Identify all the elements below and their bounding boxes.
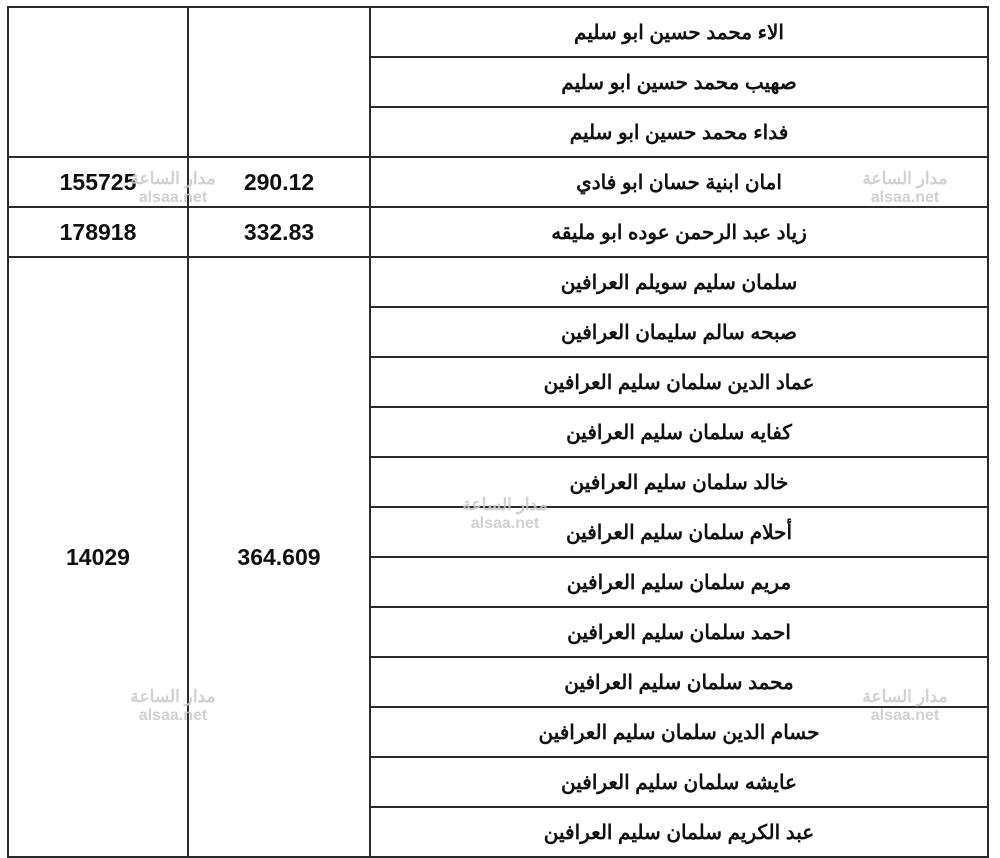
owner-name-cell: عايشه سلمان سليم العرافين bbox=[370, 757, 988, 807]
watermark-latin: alsaa.net bbox=[870, 706, 940, 724]
watermark-arabic: مدار الساعة bbox=[862, 169, 948, 188]
watermark-latin: alsaa.net bbox=[138, 188, 208, 206]
table-row bbox=[8, 207, 988, 257]
area-cell-merged bbox=[188, 7, 370, 157]
table-row bbox=[8, 7, 988, 57]
owner-name-cell: عماد الدين سلمان سليم العرافين bbox=[370, 357, 988, 407]
area-cell: 332.83 bbox=[188, 207, 370, 257]
watermark-latin: alsaa.net bbox=[138, 706, 208, 724]
owner-name-cell: احمد سلمان سليم العرافين bbox=[370, 607, 988, 657]
document-page bbox=[0, 6, 1000, 844]
table-row bbox=[8, 157, 988, 207]
owner-name-cell: صهيب محمد حسين ابو سليم bbox=[370, 57, 988, 107]
watermark-arabic: مدار الساعة bbox=[130, 687, 216, 706]
owner-name-cell: صبحه سالم سليمان العرافين bbox=[370, 307, 988, 357]
watermark-arabic: مدار الساعة bbox=[130, 169, 216, 188]
owner-name-cell: خالد سلمان سليم العرافين bbox=[370, 457, 988, 507]
owner-name-cell: عبد الكريم سلمان سليم العرافين bbox=[370, 807, 988, 857]
owner-name-cell: أحلام سلمان سليم العرافين bbox=[370, 507, 988, 557]
area-cell: 290.12 bbox=[188, 157, 370, 207]
id-cell-merged: 14029 bbox=[8, 257, 188, 857]
owner-name-cell: امان ابنية حسان ابو فادي bbox=[370, 157, 988, 207]
table-body bbox=[8, 7, 988, 857]
owner-name-cell: الاء محمد حسين ابو سليم bbox=[370, 7, 988, 57]
owner-name-cell: فداء محمد حسين ابو سليم bbox=[370, 107, 988, 157]
watermark-arabic: مدار الساعة bbox=[462, 495, 548, 514]
watermark-latin: alsaa.net bbox=[870, 188, 940, 206]
id-cell-merged bbox=[8, 7, 188, 157]
area-cell-merged: 364.609 bbox=[188, 257, 370, 857]
owner-name-cell: محمد سلمان سليم العرافين bbox=[370, 657, 988, 707]
owner-name-cell: كفايه سلمان سليم العرافين bbox=[370, 407, 988, 457]
owner-name-cell: مريم سلمان سليم العرافين bbox=[370, 557, 988, 607]
owners-table bbox=[7, 6, 989, 858]
owner-name-cell: سلمان سليم سويلم العرافين bbox=[370, 257, 988, 307]
id-cell: 155725 bbox=[8, 157, 188, 207]
owner-name-cell: حسام الدين سلمان سليم العرافين bbox=[370, 707, 988, 757]
owner-name-cell: زياد عبد الرحمن عوده ابو مليقه bbox=[370, 207, 988, 257]
watermark-latin: alsaa.net bbox=[470, 514, 540, 532]
watermark-arabic: مدار الساعة bbox=[862, 687, 948, 706]
table-row bbox=[8, 257, 988, 307]
id-cell: 178918 bbox=[8, 207, 188, 257]
